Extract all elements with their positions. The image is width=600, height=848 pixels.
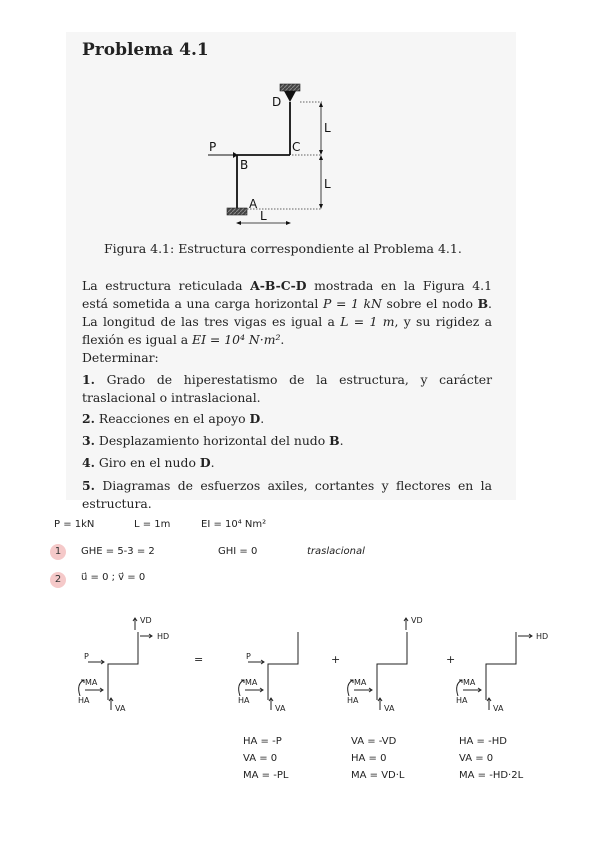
sketch4-label-hd: HD xyxy=(536,632,549,641)
result-2-ha: HA = 0 xyxy=(351,753,387,764)
support-a xyxy=(227,208,247,215)
sketch2-label-p: P xyxy=(246,652,251,661)
label-length-bottom: L xyxy=(324,177,331,191)
sketch-plus-1: + xyxy=(331,653,341,666)
support-d-triangle xyxy=(284,91,296,102)
step-2-marker: 2 xyxy=(50,572,66,588)
task-1: 1. Grado de hiperestatismo de la estructura, y carácter traslacional o intraslacional. xyxy=(82,372,492,405)
label-node-c: C xyxy=(292,140,301,154)
figure-caption: Figura 4.1: Estructura correspondiente al Problema 4.1. xyxy=(104,241,462,256)
sketch4-label-ma: MA xyxy=(463,678,476,687)
result-2-va: VA = -VD xyxy=(351,736,397,747)
result-3-ma: MA = -HD·2L xyxy=(459,770,524,781)
task-3: 3. Desplazamiento horizontal del nudo B. xyxy=(82,433,344,448)
given-load: P = 1kN xyxy=(54,519,95,530)
given-rigidity: EI = 10⁴ Nm² xyxy=(201,519,267,530)
sketch-equals: = xyxy=(194,653,204,666)
problem-statement: La estructura reticulada A-B-C-D mostrada en la Figura 4.1 está sometida a una carga horizontal P = 1 kN sobre el nodo B. La longitud de las tres vigas es igual a L = 1 m, y su rigidez a flexión es igual a EI = 10⁴ N·m². xyxy=(82,278,492,347)
sketch4-label-ha: HA xyxy=(456,696,468,705)
sketch1-label-va: VA xyxy=(115,704,126,713)
sketch2-label-va: VA xyxy=(275,704,286,713)
structure-figure xyxy=(200,80,340,230)
label-load-p: P xyxy=(209,140,217,154)
task-5: 5. Diagramas de esfuerzos axiles, cortantes y flectores en la estructura. xyxy=(82,478,492,511)
problem-title: Problema 4.1 xyxy=(82,40,209,60)
task-4: 4. Giro en el nudo D. xyxy=(82,455,215,470)
task-2: 2. Reacciones en el apoyo D. xyxy=(82,411,265,426)
sketch3-label-va: VA xyxy=(384,704,395,713)
sketch2-label-ma: MA xyxy=(245,678,258,687)
label-length-top: L xyxy=(324,121,331,135)
result-1-va: VA = 0 xyxy=(243,753,278,764)
determine-label: Determinar: xyxy=(82,350,159,365)
step-1-type: traslacional xyxy=(307,546,365,557)
sketch1-label-vd: VD xyxy=(140,616,152,625)
sketch1-label-ha: HA xyxy=(78,696,90,705)
step-2-conditions: u⃗ = 0 ; v⃗ = 0 xyxy=(81,572,146,583)
superposition-sketches xyxy=(70,610,560,720)
result-3-va: VA = 0 xyxy=(459,753,494,764)
step-1-ghi: GHI = 0 xyxy=(218,546,258,557)
sketch1-label-p: P xyxy=(84,652,89,661)
label-length-horizontal: L xyxy=(260,209,267,223)
given-length: L = 1m xyxy=(134,519,171,530)
sketch-frame-3 xyxy=(377,632,407,700)
result-1-ha: HA = -P xyxy=(243,736,282,747)
sketch4-label-va: VA xyxy=(493,704,504,713)
sketch1-label-hd: HD xyxy=(157,632,170,641)
label-node-a: A xyxy=(249,197,258,211)
sketch3-label-vd: VD xyxy=(411,616,423,625)
sketch3-label-ma: MA xyxy=(354,678,367,687)
label-node-b: B xyxy=(240,158,249,172)
sketch-frame-2 xyxy=(268,632,298,700)
sketch-plus-2: + xyxy=(446,653,456,666)
step-1-ghe: GHE = 5-3 = 2 xyxy=(81,546,155,557)
sketch2-label-ha: HA xyxy=(238,696,250,705)
sketch3-label-ha: HA xyxy=(347,696,359,705)
result-1-ma: MA = -PL xyxy=(243,770,289,781)
sketch1-label-ma: MA xyxy=(85,678,98,687)
result-2-ma: MA = VD·L xyxy=(351,770,405,781)
sketch-frame-1 xyxy=(108,632,138,700)
result-3-ha: HA = -HD xyxy=(459,736,507,747)
step-1-marker: 1 xyxy=(50,544,66,560)
label-node-d: D xyxy=(272,95,282,109)
sketch-frame-4 xyxy=(486,632,516,700)
support-d-base xyxy=(280,84,300,91)
